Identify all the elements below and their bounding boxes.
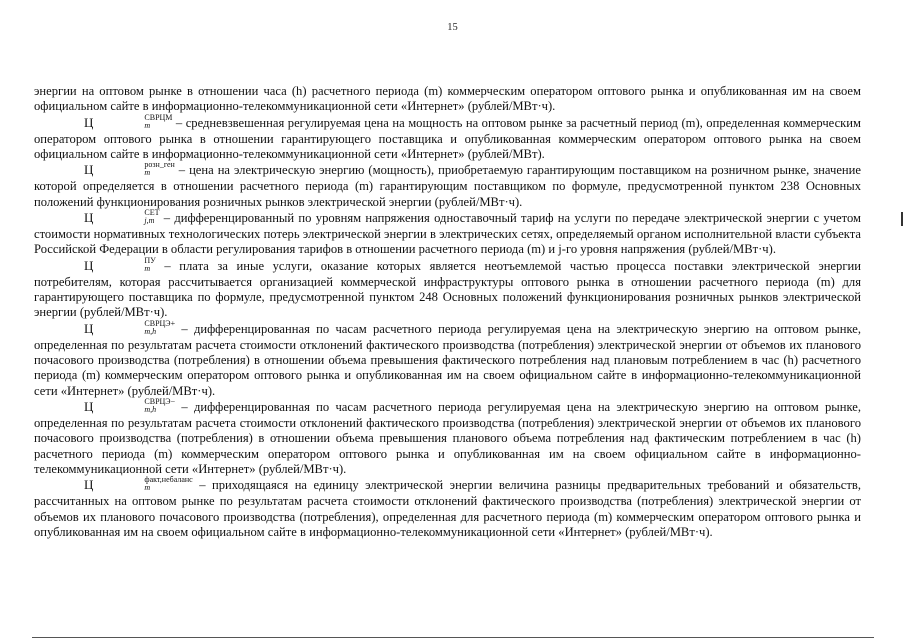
formula-symbol: Ц СВРЦЭ+ m,h: [84, 318, 176, 336]
paragraph-text: – цена на электрическую энергию (мощность), приобретаемую гарантирующим поставщиком на розничном рынке, значение которой определяется в отношении расчетного периода (m) гарантирующим поставщиком по формуле, предусмотренной пунктом 238 Основных положений функционирования розничных рынков электрической энергии (рублей/МВт·ч).: [34, 163, 861, 209]
definition-paragraph: [34, 162, 861, 210]
paragraph-text: – дифференцированный по уровням напряжения одноставочный тариф на услуги по передаче электрической энергии с учетом стоимости нормативных технологических потерь электрической энергии в электрических сетях, определяемый органом исполнительной власти субъекта Российской Федерации в области регулирования тарифов в отношении расчетного периода (m) и j-го уровня напряжения (рублей/МВт·ч).: [34, 211, 861, 257]
paragraph-text: – дифференцированная по часам расчетного периода регулируемая цена на электрическую энергию на оптовом рынке, определенная по результатам расчета стоимости отклонений фактического производства (потребления) электрической энергии от объемов их планового почасового производства (потребления) в отношении объема превышения фактического потребления над плановым потреблением в час (h) расчетного периода (m) коммерческим оператором оптового рынка и опубликованная им на своем официальном сайте в информационно-телекоммуникационной сети «Интернет» (рублей/МВт·ч).: [34, 321, 861, 398]
formula-symbol: Ц факт,небаланс m: [84, 475, 193, 493]
definition-paragraph: [34, 318, 861, 399]
formula-symbol: Ц СЕТ j,m: [84, 208, 160, 226]
paragraph-text: энергии на оптовом рынке в отношении часа (h) расчетного периода (m) коммерческим оператором оптового рынка и опубликованная им на своем официальном сайте в информационно-телекоммуникационной сети «Интернет» (рублей/МВт·ч).: [34, 84, 861, 114]
formula-symbol: Ц розн_ген m: [84, 160, 175, 178]
page-bottom-rule: [32, 637, 874, 638]
paragraph-text: – дифференцированная по часам расчетного периода регулируемая цена на электрическую энергию на оптовом рынке, определенная по результатам расчета стоимости отклонений фактического производства (потребления) электрической энергии от объемов их планового почасового производства (потребления) в отношении объема превышения планового объема потребления над фактическим потреблением в час (h) расчетного периода (m) коммерческим оператором оптового рынка и опубликованная им на своем официальном сайте в информационно-телекоммуникационной сети «Интернет» (рублей/МВт·ч).: [34, 400, 861, 476]
document-body: [34, 84, 861, 540]
scan-edge-mark: [901, 212, 903, 226]
definition-paragraph: [34, 477, 861, 540]
paragraph-text: – приходящаяся на единицу электрической энергии величина разницы предварительных требований и обязательств, рассчитанных на оптовом рынке по результатам расчета стоимости отклонений фактического производства (потребления) электрической энергии от объемов их планового почасового производства (потребления), определенная для расчетного периода (m) коммерческим оператором оптового рынка и опубликованная им на своем официальном сайте в информационно-телекоммуникационной сети «Интернет» (рублей/МВт·ч).: [34, 478, 861, 539]
definition-paragraph: [34, 399, 861, 477]
formula-symbol: Ц ПУ m: [84, 255, 156, 273]
paragraph-text: – средневзвешенная регулируемая цена на мощность на оптовом рынке за расчетный период (m), определенная коммерческим оператором оптового рынка в отношении гарантирующего поставщика и опубликованная коммерческим оператором оптового рынка на своем официальном сайте в информационно-телекоммуникационной сети «Интернет» (рублей/МВт).: [34, 115, 861, 161]
page-number: 15: [447, 22, 458, 33]
formula-symbol: Ц СВРЦЭ− m,h: [84, 397, 176, 415]
paragraph-continuation: [34, 84, 861, 115]
definition-paragraph: [34, 112, 861, 163]
paragraph-text: – плата за иные услуги, оказание которых является неотъемлемой частью процесса поставки электрической энергии потребителям, которая рассчитывается организацией коммерческой инфраструктуры оптового рынка в отношении расчетного периода (m) для гарантирующего поставщика по формуле, предусмотренной пунктом 248 Основных положений функционирования розничных рынков электрической энергии (рублей/МВт·ч).: [34, 258, 861, 320]
formula-symbol: Ц СВРЦМ m: [84, 112, 173, 130]
definition-paragraph: [34, 255, 861, 321]
definition-paragraph: [34, 210, 861, 258]
